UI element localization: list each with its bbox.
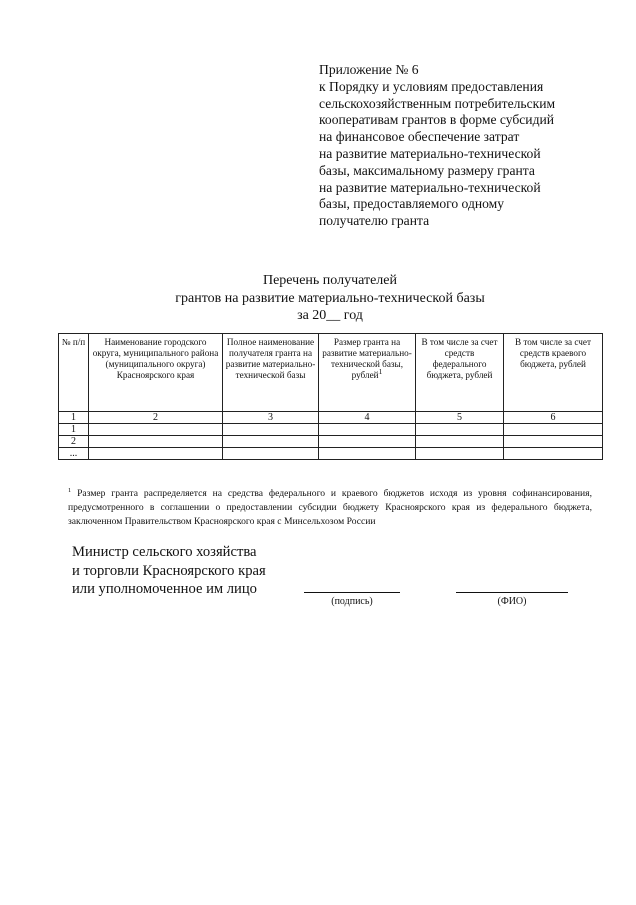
- column-number-row: [59, 412, 603, 424]
- appendix-title: Приложение № 6: [319, 62, 419, 77]
- document-title: [60, 272, 600, 325]
- footnote: [68, 487, 592, 529]
- signer-line: и торговли Красноярского края: [72, 562, 266, 579]
- footnote-mark: 1: [378, 366, 383, 376]
- table-cell: [504, 436, 603, 448]
- appendix-line: к Порядку и условиям предоставления: [319, 78, 544, 94]
- column-number: 2: [89, 412, 223, 424]
- table-row: [59, 436, 603, 448]
- signature-line: [304, 592, 400, 593]
- table-cell: [416, 436, 504, 448]
- title-line-2: грантов на развитие материально-технической базы: [175, 290, 485, 306]
- table-cell: [89, 436, 223, 448]
- footnote-number: 1: [68, 486, 72, 494]
- appendix-line: сельскохозяйственным потребительским: [319, 95, 556, 111]
- header-number: № п/п: [59, 334, 89, 412]
- name-line: [456, 592, 568, 593]
- appendix-line: базы, максимальному размеру гранта: [319, 162, 535, 178]
- row-number: 2: [59, 436, 89, 448]
- header-municipality: Наименование городского округа, муниципального района (муниципального округа) Красноярского края: [89, 334, 223, 412]
- table-cell: [89, 424, 223, 436]
- appendix-line: базы, предоставляемого одному: [319, 196, 505, 212]
- header-regional-budget: В том числе за счет средств краевого бюджета, рублей: [504, 334, 603, 412]
- appendix-line: получателю гранта: [319, 213, 430, 229]
- table-cell: [504, 424, 603, 436]
- table-cell: [319, 424, 416, 436]
- column-number: 1: [59, 412, 89, 424]
- row-number: 1: [59, 424, 89, 436]
- table-header-row: [59, 334, 603, 412]
- column-number: 5: [416, 412, 504, 424]
- title-line-1: Перечень получателей: [262, 273, 398, 288]
- signer-block: [72, 543, 266, 599]
- header-recipient: Полное наименование получателя гранта на развитие материально-технической базы: [223, 334, 319, 412]
- column-number: 3: [223, 412, 319, 424]
- recipients-table: [58, 333, 603, 460]
- column-number: 4: [319, 412, 416, 424]
- signature-label: (подпись): [331, 596, 373, 607]
- signer-line: Министр сельского хозяйства: [72, 544, 257, 560]
- table-row: [59, 424, 603, 436]
- table-cell: [504, 448, 603, 460]
- header-federal-budget: В том числе за счет средств федерального бюджета, рублей: [416, 334, 504, 412]
- table-cell: [223, 424, 319, 436]
- appendix-line: на развитие материально-технической: [319, 179, 541, 195]
- title-line-3: за 20__ год: [297, 308, 363, 323]
- appendix-note: [319, 62, 619, 230]
- table-cell: [416, 424, 504, 436]
- footnote-text: Размер гранта распределяется на средства федерального и краевого бюджетов исходя из уровня софинансирования, предусмотренного в соглашении о предоставлении субсидии бюджету Красноярского края из федерального бюджета, заключенном Правительством Красноярского края с Минсельхозом России: [68, 488, 592, 527]
- row-number: ...: [59, 448, 89, 460]
- table-cell: [319, 436, 416, 448]
- table-cell: [89, 448, 223, 460]
- appendix-line: кооперативам грантов в форме субсидий: [319, 112, 555, 128]
- column-number: 6: [504, 412, 603, 424]
- signer-line: или уполномоченное им лицо: [72, 581, 257, 597]
- appendix-line: на развитие материально-технической: [319, 145, 541, 161]
- table-row: [59, 448, 603, 460]
- table-cell: [416, 448, 504, 460]
- table-cell: [223, 448, 319, 460]
- header-grant-amount-text: Размер гранта на развитие материально-технической базы, рублей: [322, 337, 412, 380]
- name-label: (ФИО): [497, 596, 527, 607]
- table-cell: [223, 436, 319, 448]
- table-cell: [319, 448, 416, 460]
- appendix-line: на финансовое обеспечение затрат: [319, 129, 520, 145]
- header-grant-amount: [319, 334, 416, 412]
